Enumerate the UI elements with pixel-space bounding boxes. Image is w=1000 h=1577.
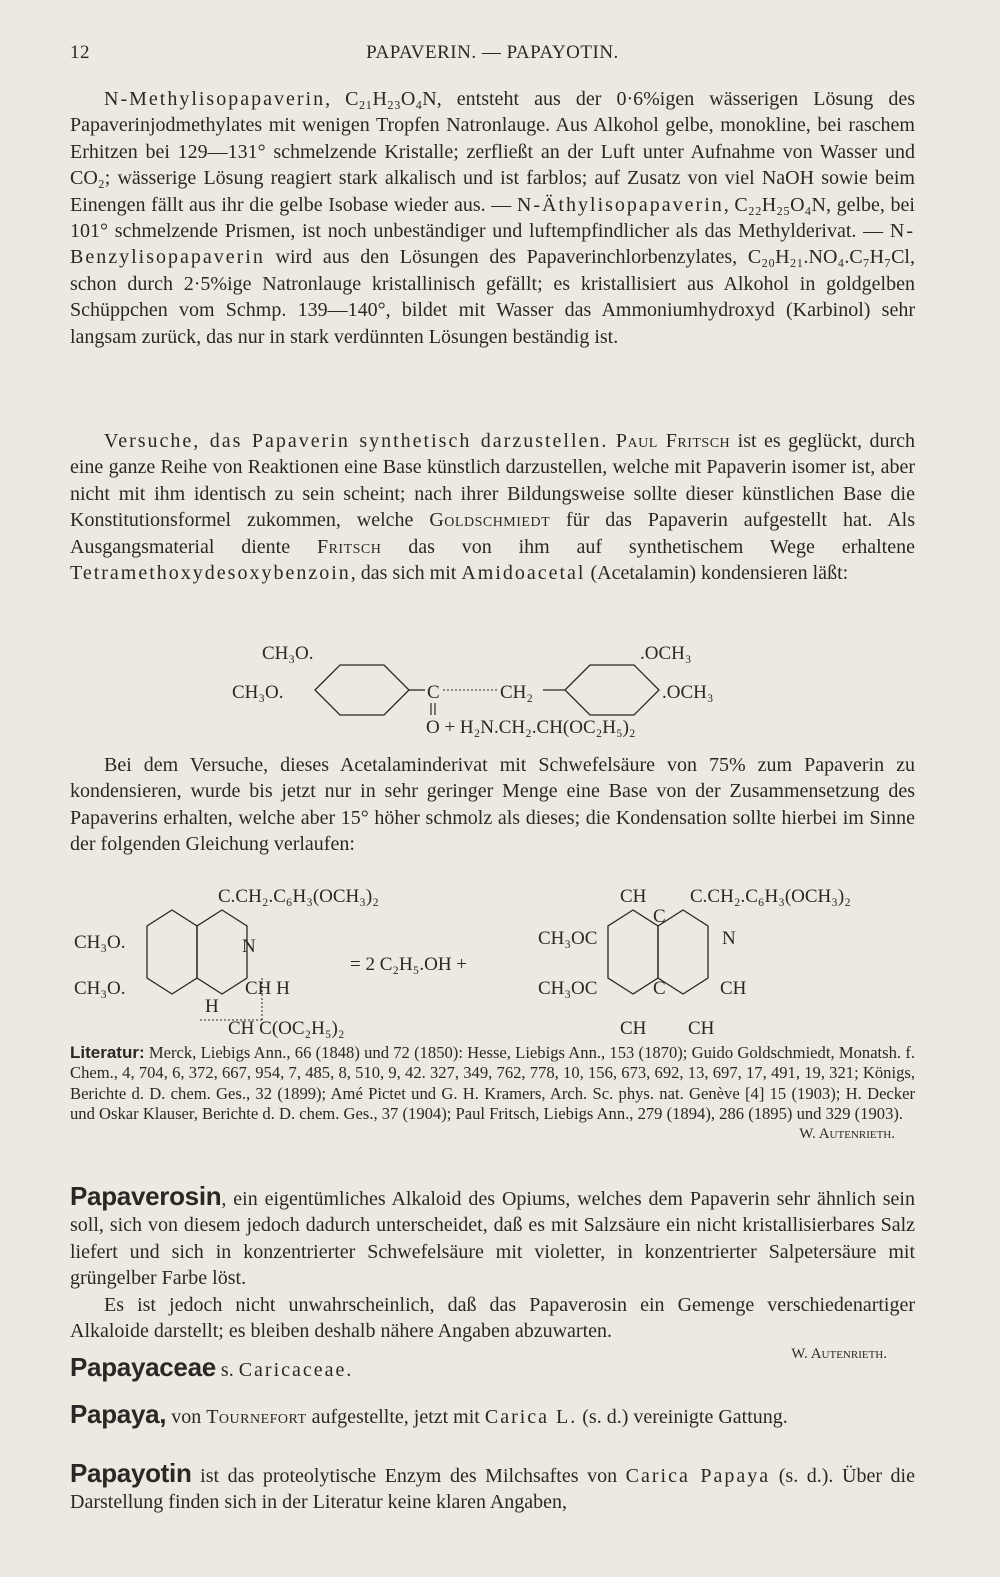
formula2-left-chc: CH C(OC₂H₅)₂ <box>228 1018 345 1039</box>
papayotin-text1: ist das proteolytische Enzym des Milchsaftes von <box>191 1465 626 1487</box>
formula2-equals: = 2 C₂H₅.OH + <box>350 954 468 975</box>
formula2-left-h: H <box>205 996 219 1017</box>
entry-papayaceae <box>70 1354 915 1383</box>
formula1-ch2: CH₂ <box>500 682 534 703</box>
entry-papayotin <box>70 1460 915 1516</box>
formula1-benzene-ring-right <box>565 665 659 715</box>
papayotin-text2: (s. d.). Über die Darstellung finden sich in der Literatur keine klaren Angaben, <box>70 1465 915 1514</box>
section-lead-versuche: Versuche, das Papaverin synthetisch darzustellen. <box>104 430 609 452</box>
formula2-right-ch-bottom1: CH <box>620 1018 647 1039</box>
papaverosin-text: , ein eigentümliches Alkaloid des Opiums, welches dem Papaverin sehr ähnlich sein soll, sich von diesem jedoch dadurch unterscheidet, daß es mit Salzsäure ein nicht kristallisierbares Salz liefert und sich in konzentrierter Schwefelsäure mit violetter, in konzentrierter Salpetersäure mit grüngelber Farbe löst. <box>70 1188 915 1290</box>
author-paul-fritsch: Paul Fritsch <box>615 430 731 452</box>
term-n-methylisopapaverin: N-Methylisopapaverin <box>104 88 326 110</box>
headword-papayotin: Papayotin <box>70 1458 192 1488</box>
para1-text: , C₂₁H₂₃O₄N, entsteht aus der 0·6%igen wässerigen Lösung des Papaverinjodmethylates mit wenigen Tropfen Natronlauge. Aus Alkohol gelbe, monokline, bei raschem Erhitzen bei 129—131° schmelzende Kristalle; zerfließt an der Luft unter Aufnahme von Wasser und CO₂; wässerige Lösung reagiert stark alkalisch und ist farblos; auf Zusatz von viel NaOH sowie beim Einengen fällt aus ihr die gelbe Isobase wieder aus. — <box>70 88 915 216</box>
para2-text2: für das Papaverin aufgestellt hat. Als Ausgangsmaterial diente <box>70 509 915 558</box>
formula1-ch3o-left: CH₃O. <box>232 682 284 703</box>
papaverosin-author: W. Autenrieth. <box>791 1346 887 1363</box>
formula2-right-ring-a <box>608 910 658 994</box>
headword-papaya: Papaya, <box>70 1399 167 1429</box>
running-header <box>70 42 915 70</box>
para2-text3: das von ihm auf synthetischem Wege erhaltene <box>381 535 915 558</box>
formula1-bottom-line: O + H₂N.CH₂.CH(OC₂H₅)₂ <box>426 717 636 738</box>
para2-text5: (Acetalamin) kondensieren läßt: <box>585 562 849 585</box>
term-n-benzylisopapaverin: N-Benzylisopapaverin <box>70 220 915 269</box>
formula2-right-ring-b <box>658 910 708 994</box>
formula2-right-ch-top: CH <box>620 886 647 907</box>
formula2-right-c-mid: C <box>653 906 666 927</box>
literature-block <box>70 1043 915 1144</box>
headword-papaverosin: Papaverosin <box>70 1181 222 1211</box>
author-fritsch: Fritsch <box>316 535 382 558</box>
paragraph-isopapaverin <box>70 86 915 350</box>
formula2-left-chh: CH H <box>245 978 290 999</box>
author-tournefort: Tournefort <box>206 1406 307 1428</box>
formula2-left-ring-a <box>147 910 197 994</box>
formula1-benzene-ring-left <box>315 665 409 715</box>
formula1-och3-top: .OCH₃ <box>640 643 692 664</box>
formula2-right-top: C.CH₂.C₆H₃(OCH₃)₂ <box>690 886 851 907</box>
headword-papayaceae: Papayaceae <box>70 1352 216 1382</box>
para2-text4: , das sich mit <box>350 562 462 585</box>
formula2-left-top: C.CH₂.C₆H₃(OCH₃)₂ <box>218 886 379 907</box>
genus-carica: Carica L. <box>484 1406 578 1428</box>
papaverosin-text2: Es ist jedoch nicht unwahrscheinlich, daß das Papaverosin ein Gemenge verschiedenartiger Alkaloide darstellt; es bleiben deshalb nähere Angaben abzuwarten. <box>70 1293 915 1343</box>
formula1-carbon: C <box>427 682 440 703</box>
entry-papaverosin <box>70 1183 915 1364</box>
literature-label: Literatur: <box>70 1043 145 1062</box>
formula2-right-c-low: C <box>653 978 666 999</box>
paragraph-synthese <box>70 428 915 586</box>
running-title: PAPAVERIN. — PAPAYOTIN. <box>366 42 619 63</box>
entry-papaya <box>70 1401 915 1430</box>
formula1-ch3o-top: CH₃O. <box>262 643 314 664</box>
formula2-right-och3-1: CH₃OC <box>538 928 598 949</box>
page-number: 12 <box>70 42 90 63</box>
formula2-left-ring-b <box>197 910 247 994</box>
papaya-text1: von <box>166 1406 207 1428</box>
formula2-right-och3-2: CH₃OC <box>538 978 598 999</box>
term-n-aethylisopapaverin: N-Äthylisopapaverin <box>516 193 724 216</box>
formula2-right-n: N <box>722 928 736 949</box>
species-carica-papaya: Carica Papaya <box>625 1465 771 1487</box>
literature-author: W. Autenrieth. <box>799 1126 895 1143</box>
formula2-left-n: N <box>242 936 256 957</box>
formula2-left-och3-2: CH₃O. <box>74 978 126 999</box>
papayaceae-ref: Caricaceae. <box>238 1359 354 1381</box>
term-tetramethoxydesoxybenzoin: Tetramethoxydesoxybenzoin <box>70 562 351 585</box>
papaya-text2: aufgestellte, jetzt mit <box>306 1406 485 1428</box>
formula1-och3-right: .OCH₃ <box>662 682 714 703</box>
para1-text2: , C₂₂H₂₅O₄N, gelbe, bei 101° schmelzende Prismen, ist noch unbeständiger und luftempfindlicher als das Methylderivat. — <box>70 193 915 243</box>
papayaceae-text: s. <box>215 1359 239 1381</box>
literature-text: Merck, Liebigs Ann., 66 (1848) und 72 (1850): Hesse, Liebigs Ann., 153 (1870); Guido Goldschmiedt, Monatsh. f. Chem., 4, 704, 6, 372, 667, 954, 7, 485, 8, 510, 9, 42. 327, 349, 762, 778, 10, 156, 673, 692, 13, 697, 17, 491, 19, 321; Königs, Berichte d. D. chem. Ges., 32 (1899); Amé Pictet und G. H. Kramers, Arch. Sc. phys. nat. Genève [4] 15 (1903); H. Decker und Oskar Klauser, Berichte d. D. chem. Ges., 37 (1904); Paul Fritsch, Liebigs Ann., 279 (1894), 286 (1895) und 329 (1903). <box>70 1043 915 1123</box>
para2-text1: ist es geglückt, durch eine ganze Reihe von Reaktionen eine Base künstlich darzustellen, welche mit Papaverin isomer ist, aber nicht mit ihm identisch zu sein scheint; nach ihrer Bildungsweise sollte dieser künstlichen Base die Konstitutionsformel zukommen, welche <box>70 430 916 532</box>
para3-text: Bei dem Versuche, dieses Acetalaminderivat mit Schwefelsäure von 75% zum Papaverin zu kondensieren, wurde bis jetzt nur in sehr geringer Menge eine Base von der Zusammensetzung des Papaverins erhalten, welche aber 15° höher schmolz als dieses; die Kondensation sollte hierbei im Sinne der folgenden Gleichung verlaufen: <box>70 754 915 856</box>
formula2-right-ch-right: CH <box>720 978 747 999</box>
formula2-right-ch-bottom2: CH <box>688 1018 715 1039</box>
papaya-text3: (s. d.) vereinigte Gattung. <box>577 1406 788 1428</box>
paragraph-kondensation <box>70 752 915 858</box>
formula2-left-och3-1: CH₃O. <box>74 932 126 953</box>
para1-text3: wird aus den Lösungen des Papaverinchlorbenzylates, C₂₀H₂₁.NO₄.C₇H₇Cl, schon durch 2·5%ige Natronlauge kristallinisch gefällt; es kristallisiert aus Alkohol in goldgelben Schüppchen vom Schmp. 139—140°, bildet mit Wasser das Ammoniumhydroxyd (Karbinol) sehr langsam zurück, das nur in stark verdünnten Lösungen beständig ist. <box>70 246 915 348</box>
term-amidoacetal: Amidoacetal <box>461 562 586 585</box>
author-goldschmiedt: Goldschmiedt <box>429 509 551 532</box>
